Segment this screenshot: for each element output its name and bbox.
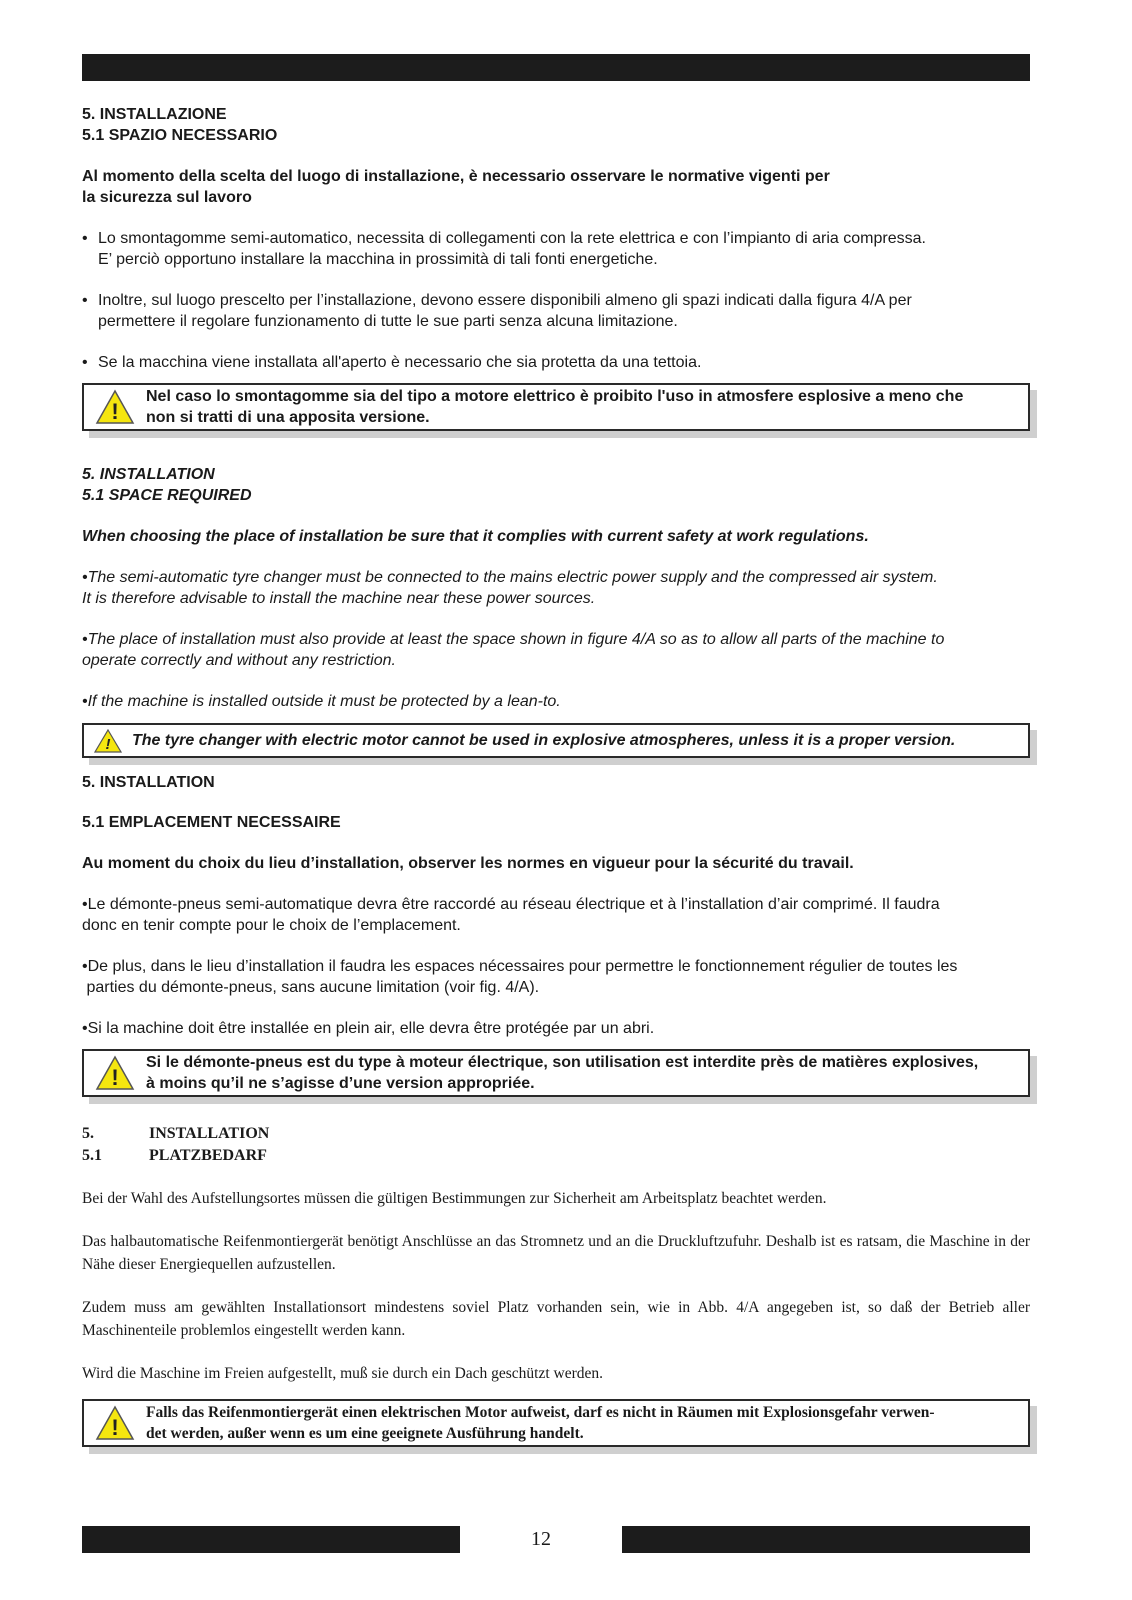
paragraph: •Si la machine doit être installée en plein air, elle devra être protégée par un abri. (82, 1020, 655, 1037)
bullet-text: E’ perciò opportuno installare la macchina in prossimità di tali fonti energetiche. (98, 251, 658, 268)
paragraph: Zudem muss am gewählten Installationsort mindestens soviel Platz vorhanden sein, wie in Abb. 4/A angegeben ist, so daß der Betrieb aller Maschinenteile problemlos eingestellt werden kann. (82, 1299, 1030, 1339)
bullet-dot: • (82, 354, 88, 371)
warning-text: The tyre changer with electric motor cannot be used in explosive atmospheres, unless it is a proper version. (132, 732, 956, 749)
lead-line-2: la sicurezza sul lavoro (82, 189, 252, 206)
paragraph: •The semi-automatic tyre changer must be connected to the mains electric power supply and the compressed air system. It is therefore advisable to install the machine near these power sources. (82, 569, 938, 607)
heading-platzbedarf: 5.1 PLATZBEDARF (82, 1147, 267, 1164)
bullet-text: Inoltre, sul luogo prescelto per l’installazione, devono essere disponibili almeno gli spazi indicati dalla figura 4/A per (98, 292, 912, 309)
footer-bar-left (82, 1526, 460, 1553)
bullet-text: Se la macchina viene installata all'aperto è necessario che sia protetta da una tettoia. (98, 354, 702, 371)
warning-icon (84, 1055, 146, 1091)
section-italian (82, 104, 1030, 431)
paragraph: •The place of installation must also provide at least the space shown in figure 4/A so as to allow all parts of the machine to operate correctly and without any restriction. (82, 631, 945, 669)
warning-box (82, 723, 1030, 758)
section-french (82, 772, 1030, 1097)
paragraph: Bei der Wahl des Aufstellungsortes müssen die gültigen Bestimmungen zur Sicherheit am Arbeitsplatz beachtet werden. (82, 1190, 827, 1207)
bullet-text: Lo smontagomme semi-automatico, necessita di collegamenti con la rete elettrica e con l’impianto di aria compressa. (98, 230, 926, 247)
svg-text:!: ! (105, 735, 111, 753)
bullet-item (82, 290, 1030, 332)
heading-installation-fr: 5. INSTALLATION (82, 774, 215, 791)
bullet-item (82, 352, 1030, 373)
header-bar (82, 54, 1030, 81)
heading-installation-de: 5. INSTALLATION (82, 1125, 270, 1142)
lead-paragraph (82, 166, 1030, 208)
paragraph: •Le démonte-pneus semi-automatique devra être raccordé au réseau électrique et à l’installation d’air comprimé. Il faudra donc en tenir compte pour le choix de l’emplacement. (82, 896, 940, 934)
lead-line-1: Al momento della scelta del luogo di installazione, è necessario osservare le normative vigenti per (82, 168, 830, 185)
page-content (82, 104, 1030, 1447)
paragraph: Wird die Maschine im Freien aufgestellt, muß sie durch ein Dach geschützt werden. (82, 1365, 604, 1382)
section-german (82, 1123, 1030, 1447)
section-english (82, 464, 1030, 758)
warning-icon (84, 389, 146, 425)
warning-text: Falls das Reifenmontiergerät einen elektrischen Motor aufweist, darf es nicht in Räumen mit Explosionsgefahr verwen- det werden, außer wenn es um eine geeignete Ausführung handelt. (146, 1404, 935, 1442)
warning-box (82, 1049, 1030, 1097)
heading-spazio-necessario: 5.1 SPAZIO NECESSARIO (82, 127, 278, 144)
warning-icon (84, 1405, 146, 1441)
heading-space-required: 5.1 SPACE REQUIRED (82, 487, 252, 504)
svg-text:!: ! (111, 1065, 119, 1090)
lead-paragraph: Au moment du choix du lieu d’installation, observer les normes en vigueur pour la sécurité du travail. (82, 855, 854, 872)
footer-bar-right (622, 1526, 1030, 1553)
heading-installazione: 5. INSTALLAZIONE (82, 106, 227, 123)
warning-text: Nel caso lo smontagomme sia del tipo a motore elettrico è proibito l'uso in atmosfere esplosive a meno che non si tratti di una apposita versione. (146, 388, 964, 426)
bullet-text: permettere il regolare funzionamento di tutte le sue parti senza alcuna limitazione. (98, 313, 678, 330)
warning-icon (84, 729, 132, 753)
heading-emplacement-necessaire: 5.1 EMPLACEMENT NECESSAIRE (82, 814, 341, 831)
page-number: 12 (531, 1528, 551, 1550)
paragraph: •De plus, dans le lieu d’installation il faudra les espaces nécessaires pour permettre le fonctionnement régulier de toutes les parties du démonte-pneus, sans aucune limitation (voir fig. 4/A). (82, 958, 958, 996)
paragraph: Das halbautomatische Reifenmontiergerät benötigt Anschlüsse an das Stromnetz und an die Druckluftzufuhr. Deshalb ist es ratsam, die Maschine in der Nähe dieser Energiequellen aufzustellen. (82, 1233, 1030, 1273)
bullet-dot: • (82, 292, 88, 309)
warning-box (82, 383, 1030, 431)
lead-paragraph: When choosing the place of installation be sure that it complies with current safety at work regulations. (82, 528, 869, 545)
bullet-dot: • (82, 230, 88, 247)
warning-text: Si le démonte-pneus est du type à moteur électrique, son utilisation est interdite près de matières explosives, à moins qu’il ne s’agisse d’une version appropriée. (146, 1054, 979, 1092)
bullet-item (82, 228, 1030, 270)
warning-box (82, 1399, 1030, 1447)
svg-text:!: ! (111, 399, 119, 424)
svg-text:!: ! (111, 1415, 119, 1440)
heading-installation-en: 5. INSTALLATION (82, 466, 215, 483)
paragraph: •If the machine is installed outside it must be protected by a lean-to. (82, 693, 561, 710)
